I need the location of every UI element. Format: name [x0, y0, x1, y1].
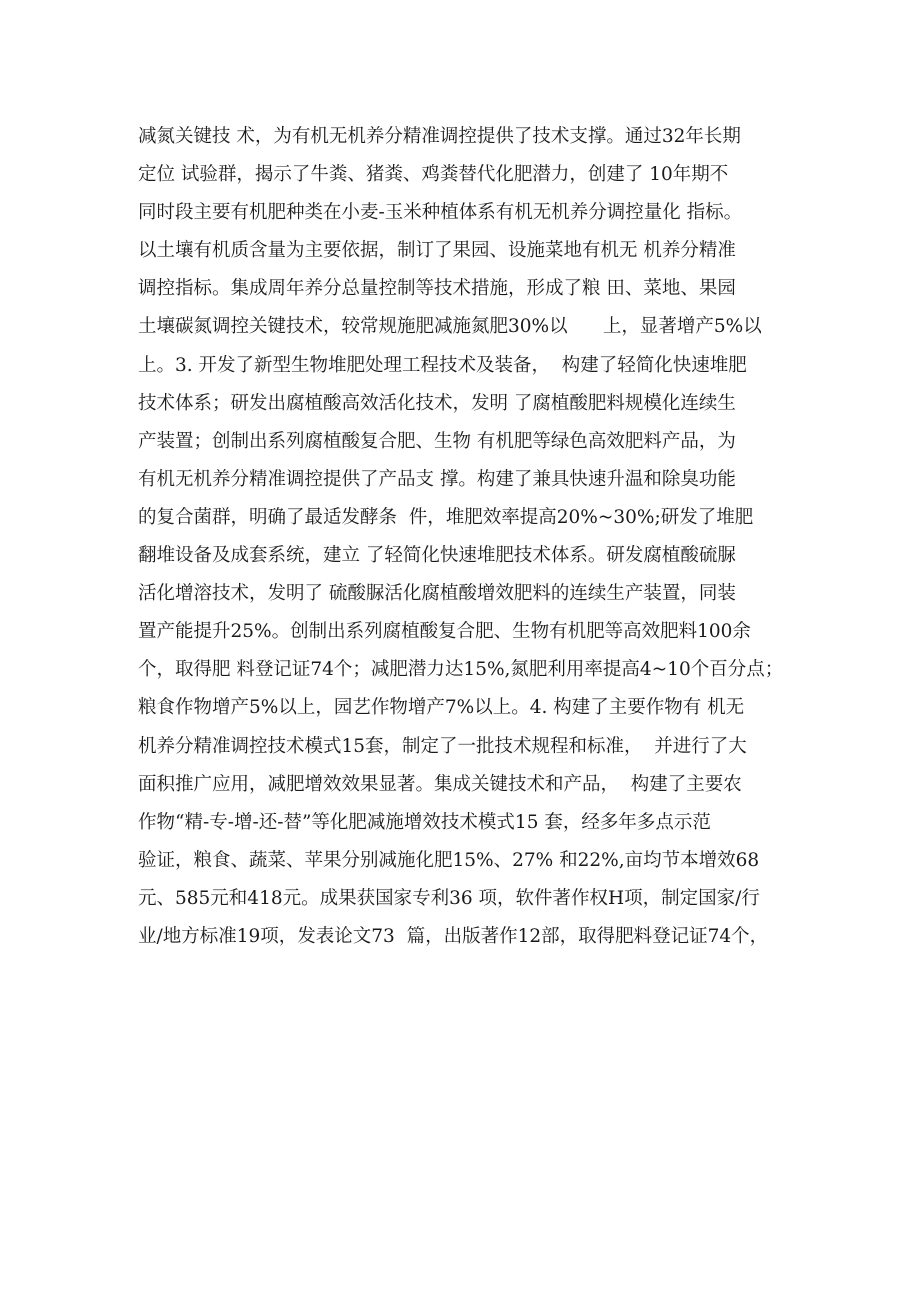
text-line: 翻堆设备及成套系统，建立 了轻简化快速堆肥技术体系。研发腐植酸硫脲 — [138, 545, 736, 567]
text-line: 减氮关键技 术，为有机无机养分精准调控提供了技术支撑。通过32年长期 — [138, 126, 741, 147]
text-line: 业/地方标准19项，发表论文73 篇，出版著作12部，取得肥料登记证74个， — [138, 925, 769, 947]
text-line: 同时段主要有机肥种类在小麦-玉米种植体系有机无机养分调控量化 指标。 — [138, 202, 743, 224]
text-line: 调控指标。集成周年养分总量控制等技术措施，形成了粮 田、菜地、果园 — [138, 278, 736, 300]
text-line: 有机无机养分精准调控提供了产品支 撑。构建了兼具快速升温和除臭功能 — [138, 468, 736, 490]
text-line: 以土壤有机质含量为主要依据，制订了果园、设施菜地有机无 机养分精准 — [138, 240, 736, 262]
text-line: 产装置；创制出系列腐植酸复合肥、生物 有机肥等绿色高效肥料产品，为 — [138, 430, 736, 452]
text-line: 活化增溶技术，发明了 硫酸脲活化腐植酸增效肥料的连续生产装置，同装 — [138, 583, 736, 605]
text-line: 粮食作物增产5%以上，园艺作物增产7%以上。4. 构建了主要作物有 机无 — [138, 697, 745, 719]
text-line: 土壤碳氮调控关键技术，较常规施肥减施氮肥30%以 上，显著增产5%以 — [138, 316, 762, 338]
body-text — [138, 118, 798, 956]
text-line: 元、585元和418元。成果获国家专利36 项，软件著作权H项，制定国家/行 — [138, 887, 760, 909]
text-line: 机养分精准调控技术模式15套，制定了一批技术规程和标准， 并进行了大 — [138, 735, 747, 757]
text-line: 的复合菌群，明确了最适发酵条 件，堆肥效率提高20%~30%;研发了堆肥 — [138, 506, 754, 528]
text-line: 上。3. 开发了新型生物堆肥处理工程技术及装备， 构建了轻简化快速堆肥 — [138, 354, 747, 376]
text-line: 验证，粮食、蔬菜、苹果分别减施化肥15%、27% 和22%,亩均节本增效68 — [138, 849, 760, 871]
text-line: 置产能提升25%。创制出系列腐植酸复合肥、生物有机肥等高效肥料100余 — [138, 621, 751, 643]
text-line: 作物“精-专-增-还-替”等化肥减施增效技术模式15 套，经多年多点示范 — [138, 811, 711, 833]
text-line: 定位 试验群，揭示了牛粪、猪粪、鸡粪替代化肥潜力，创建了 10年期不 — [138, 164, 729, 186]
text-line: 技术体系；研发出腐植酸高效活化技术，发明 了腐植酸肥料规模化连续生 — [138, 392, 736, 414]
text-line: 面积推广应用，减肥增效效果显著。集成关键技术和产品， 构建了主要农 — [138, 773, 742, 795]
text-line: 个，取得肥 料登记证74个；减肥潜力达15%,氮肥利用率提高4~10个百分点； — [138, 659, 784, 681]
